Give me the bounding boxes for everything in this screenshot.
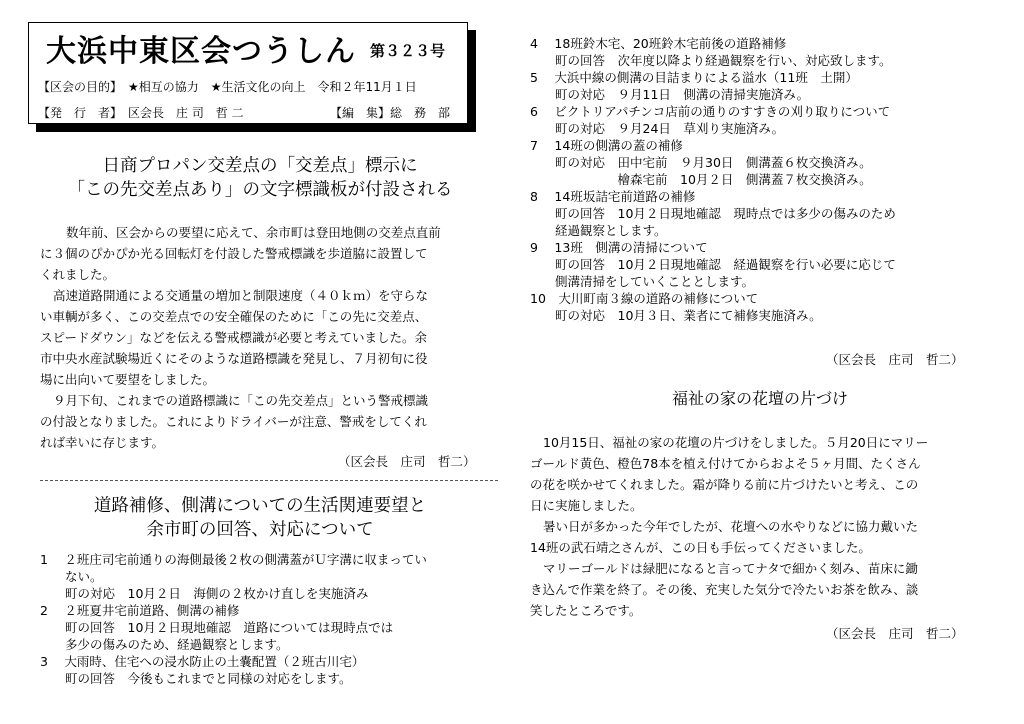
list-item: 8 14班坂詰宅前道路の補修 <box>530 189 696 204</box>
list-item: 町の対応 10月３日、業者にて補修実施済み。 <box>530 308 822 323</box>
newsletter-title: 大浜中東区会つうしん <box>46 34 356 69</box>
article2-list <box>40 551 427 687</box>
list-item: 町の回答 10月２日現地確認 経過観察を行い必要に応じて <box>530 257 896 272</box>
list-item: 2 ２班夏井宅前道路、側溝の補修 <box>40 603 240 618</box>
editor-line: 【編 集】総 務 部 <box>330 106 451 120</box>
article1-p3: ９月下旬、これまでの道路標識に「この先交差点」という警戒標識 の付設となりました。これによりドライバーが注意、警戒をしてくれ れば幸いに存じます。 <box>40 393 429 450</box>
list-item: 1 ２班庄司宅前通りの海側最後２枚の側溝蓋がＵ字溝に収まってい <box>40 552 427 567</box>
article1-p1: 数年前、区会からの要望に応えて、余市町は登田地側の交差点直前 に３個のぴかぴか光る回転灯を付設した警戒標識を歩道脇に設置して くれました。 <box>40 225 441 282</box>
list-item: 6 ビクトリアパチンコ店前の通りのすすきの刈り取りについて <box>530 104 891 119</box>
article3-p1: 10月15日、福祉の家の花壇の片づけをしました。５月20日にマリー ゴールド黄色、橙色78本を植え付けてからおよそ５ヶ月間、たくさん の花を咲かせてくれました。霜が降りる前に片づけたいと考え、この 日に実施しました。 <box>530 435 929 513</box>
article3-p3: マリーゴールドは緑肥になると言ってナタで細かく刻み、苗床に鋤 き込んで作業を終了。その後、充実した気分で冷たいお茶を飲み、談 笑したところです。 <box>530 561 919 618</box>
list-item: 多少の傷みのため、経過観察とします。 <box>40 637 289 652</box>
purpose-line: 【区会の目的】 ★相互の協力 ★生活文化の向上 令和２年11月１日 <box>38 80 417 94</box>
list-item: 町の対応 10月２日 海側の２枚かけ直しを実施済み <box>40 586 369 601</box>
list-item: 町の対応 ９月24日 草刈り実施済み。 <box>530 121 785 136</box>
article2-headline-2: 余市町の回答、対応について <box>146 520 374 540</box>
article3-headline: 福祉の家の花壇の片づけ <box>671 389 848 408</box>
article3-p2: 暑い日が多かった今年でしたが、花壇への水やりなどに協力戴いた 14班の武石靖之さんが、この日も手伝ってくださいました。 <box>530 519 919 555</box>
article1-headline-2: 「この先交差点あり」の文字標識板が付設される <box>67 180 453 200</box>
issue-number: 第３２３号 <box>370 42 446 60</box>
list-item: 10 大川町南３線の道路の補修について <box>530 291 759 306</box>
list-item: 5 大浜中線の側溝の目詰まりによる溢水（11班 土開） <box>530 70 858 85</box>
list-item: 町の回答 10月２日現地確認 現時点では多少の傷みのため <box>530 206 896 221</box>
article2-list-continued <box>530 35 896 324</box>
article1-body <box>40 222 502 453</box>
article1-signature: （区会長 庄司 哲二） <box>338 454 476 469</box>
list-item: 檜森宅前 10月２日 側溝蓋７枚交換済み。 <box>530 172 872 187</box>
article2-headline-1: 道路補修、側溝についての生活関連要望と <box>93 496 427 516</box>
list-item: 3 大雨時、住宅への浸水防止の土嚢配置（２班古川宅） <box>40 654 365 669</box>
list-item: 側溝清掃をしていくこととします。 <box>530 274 755 289</box>
list-item: 町の対応 田中宅前 ９月30日 側溝蓋６枚交換済み。 <box>530 155 872 170</box>
list-item: 経過観察とします。 <box>530 223 667 238</box>
article2-signature: （区会長 庄司 哲二） <box>826 352 964 367</box>
article1-p2: 高速道路開通による交通量の増加と制限速度（４０ｋｍ）を守らな い車輌が多く、この交差点での安全確保のために「この先に交差点、 スピードダウン」などを伝える警戒標識が必要と考えていました。余 市中央水産試験場近くにそのような道路標識を発見し、７月初旬に役 場に出向いて要望をしました。 <box>40 288 429 387</box>
section-divider <box>40 480 498 481</box>
list-item: 4 18班鈴木宅、20班鈴木宅前後の道路補修 <box>530 36 787 51</box>
article3-signature: （区会長 庄司 哲二） <box>826 626 964 641</box>
list-item: 町の回答 今後もこれまでと同様の対応をします。 <box>40 671 352 686</box>
list-item: 9 13班 側溝の清掃について <box>530 240 708 255</box>
publisher-line: 【発 行 者】 区会長 庄 司 哲 二 <box>38 106 244 120</box>
list-item: 町の回答 10月２日現地確認 道路については現時点では <box>40 620 394 635</box>
list-item: 町の回答 次年度以降より経過観察を行い、対応致します。 <box>530 53 892 68</box>
list-item: ない。 <box>40 569 103 584</box>
article3-body <box>530 432 996 621</box>
article1-headline-1: 日商プロパン交差点の「交差点」標示に <box>102 156 418 176</box>
list-item: 7 14班の側溝の蓋の補修 <box>530 138 683 153</box>
list-item: 町の対応 ９月11日 側溝の清掃実施済み。 <box>530 87 810 102</box>
